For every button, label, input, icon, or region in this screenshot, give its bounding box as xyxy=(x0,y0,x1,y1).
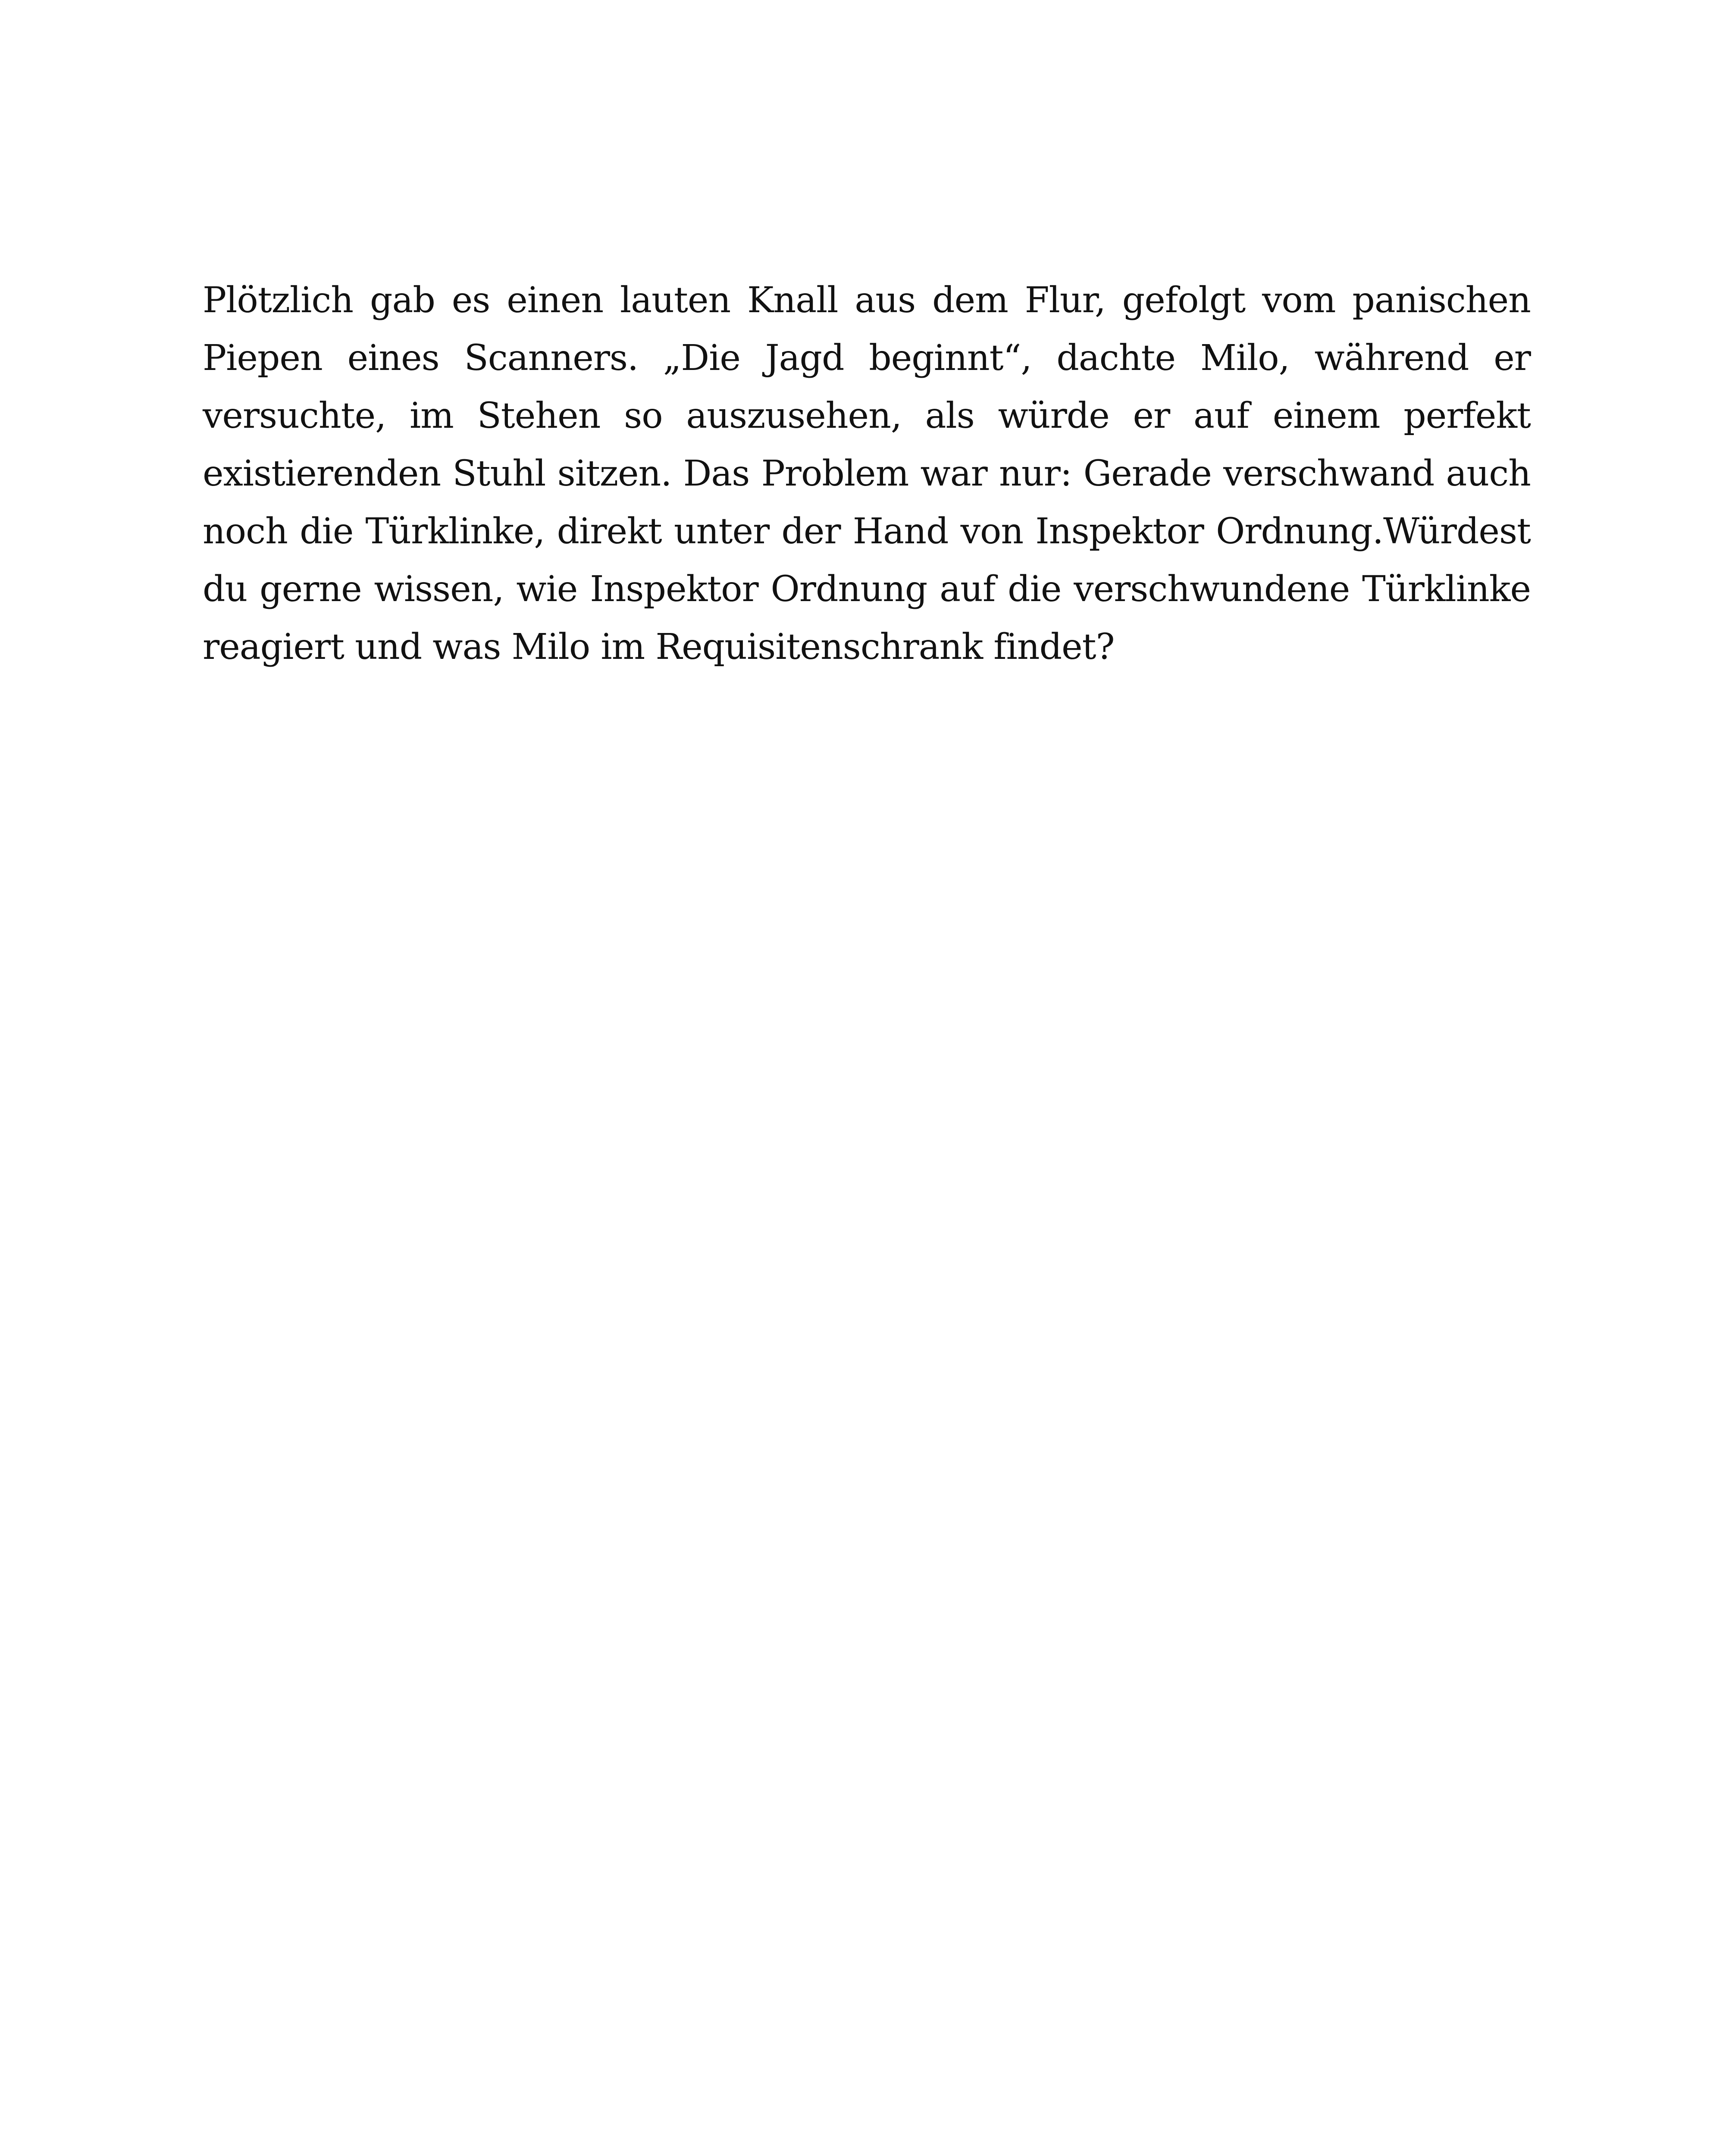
body-paragraph: Plötzlich gab es einen lauten Knall aus dem Flur, gefolgt vom panischen Piepen eines Scanners. „Die Jagd beginnt“, dachte Milo, während er versuchte, im Stehen so auszusehen, als würde er auf einem perfekt existierenden Stuhl sitzen. Das Problem war nur: Gerade verschwand auch noch die Türklinke, direkt unter der Hand von Inspektor Ordnung.Würdest du gerne wissen, wie Inspektor Ordnung auf die verschwundene Türklinke reagiert und was Milo im Requisitenschrank findet? xyxy=(203,280,1531,667)
